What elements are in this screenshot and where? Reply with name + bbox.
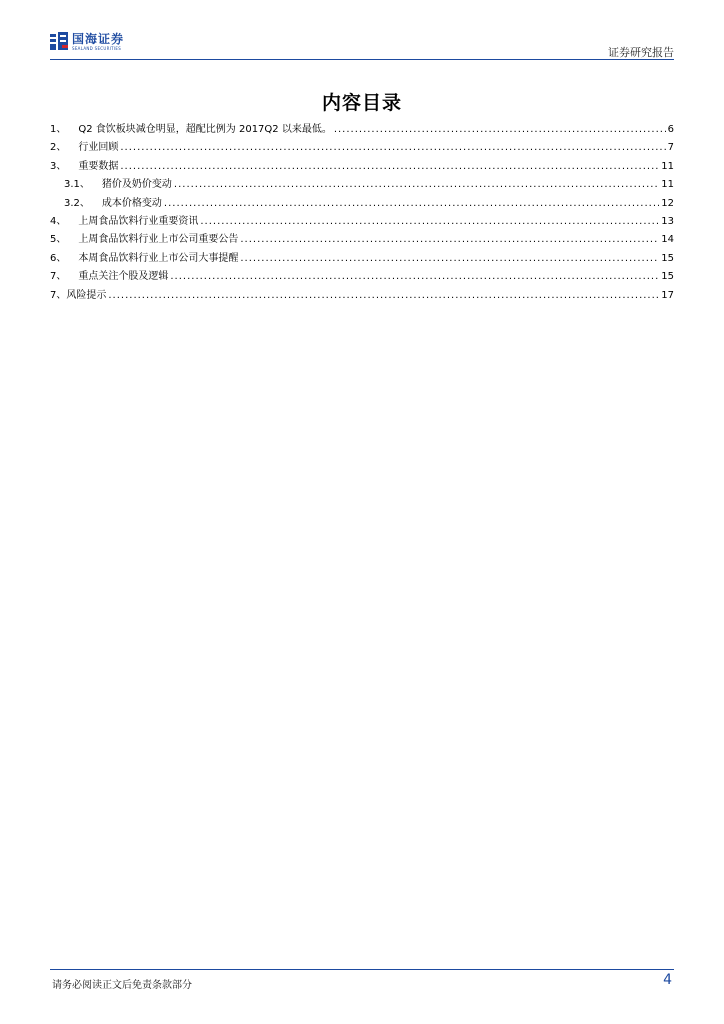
logo-company-name: 国海证券 xyxy=(72,32,125,46)
toc-entry[interactable] xyxy=(50,286,674,304)
toc-entry[interactable] xyxy=(50,230,674,248)
toc-entry[interactable] xyxy=(50,138,674,156)
toc-leader xyxy=(170,271,659,282)
toc-entry[interactable] xyxy=(50,157,674,175)
toc-page: 6 xyxy=(667,124,674,135)
toc-number: 5、 xyxy=(50,234,67,246)
toc-page: 7 xyxy=(667,142,674,154)
page-title: 内容目录 xyxy=(321,92,402,114)
toc-label: 成本价格变动 xyxy=(101,197,162,209)
toc-entry[interactable] xyxy=(50,249,674,267)
toc-number: 4、 xyxy=(50,215,67,227)
toc-label: Q2 食饮板块减仓明显，超配比例为 2017Q2 以来最低。 xyxy=(78,124,332,135)
toc-label: 本周食品饮料行业上市公司大事提醒 xyxy=(78,252,239,264)
toc-number: 3、 xyxy=(50,160,67,172)
toc-leader xyxy=(240,234,659,245)
footer-disclaimer: 请务必阅读正文后免责条款部分 xyxy=(52,980,192,991)
toc-leader xyxy=(240,253,659,264)
toc-number: 1、 xyxy=(50,124,67,135)
toc-label: 行业回顾 xyxy=(78,142,119,154)
toc-page: 13 xyxy=(661,215,674,227)
toc-page: 12 xyxy=(661,197,674,209)
toc-page: 15 xyxy=(661,252,674,264)
toc-subentry[interactable] xyxy=(50,194,674,212)
toc-leader xyxy=(164,198,659,209)
toc-leader xyxy=(200,216,659,227)
toc-label: 猪价及奶价变动 xyxy=(101,179,172,191)
toc-leader xyxy=(174,179,659,190)
toc-subentry[interactable] xyxy=(50,175,674,193)
toc-leader xyxy=(108,290,659,301)
toc-label: 风险提示 xyxy=(66,289,107,301)
table-of-contents xyxy=(50,120,674,304)
toc-entry[interactable] xyxy=(50,120,674,138)
toc-number: 7、 xyxy=(50,289,67,301)
toc-number: 2、 xyxy=(50,142,67,154)
toc-number: 7、 xyxy=(50,271,67,283)
toc-page: 11 xyxy=(661,160,674,172)
toc-number: 3.1、 xyxy=(64,179,90,191)
toc-label: 上周食品饮料行业重要资讯 xyxy=(78,215,199,227)
toc-label: 上周食品饮料行业上市公司重要公告 xyxy=(78,234,239,246)
toc-label: 重点关注个股及逻辑 xyxy=(78,271,169,283)
toc-leader xyxy=(120,142,665,153)
page-header xyxy=(50,30,674,60)
toc-page: 15 xyxy=(661,271,674,283)
footer-divider xyxy=(50,969,674,970)
toc-entry[interactable] xyxy=(50,267,674,285)
toc-page: 17 xyxy=(661,289,674,301)
toc-page: 11 xyxy=(661,179,674,191)
logo-company-name-en: SEALAND SECURITIES xyxy=(72,46,122,51)
toc-number: 3.2、 xyxy=(64,197,90,209)
toc-leader xyxy=(120,161,659,172)
toc-entry[interactable] xyxy=(50,212,674,230)
page-number: 4 xyxy=(663,972,672,988)
logo-mark-icon xyxy=(50,32,68,52)
toc-leader xyxy=(334,124,666,135)
toc-label: 重要数据 xyxy=(78,160,119,172)
toc-page: 14 xyxy=(661,234,674,246)
header-divider xyxy=(50,59,674,60)
company-logo xyxy=(50,32,124,58)
toc-number: 6、 xyxy=(50,252,67,264)
report-type: 证券研究报告 xyxy=(608,46,674,59)
